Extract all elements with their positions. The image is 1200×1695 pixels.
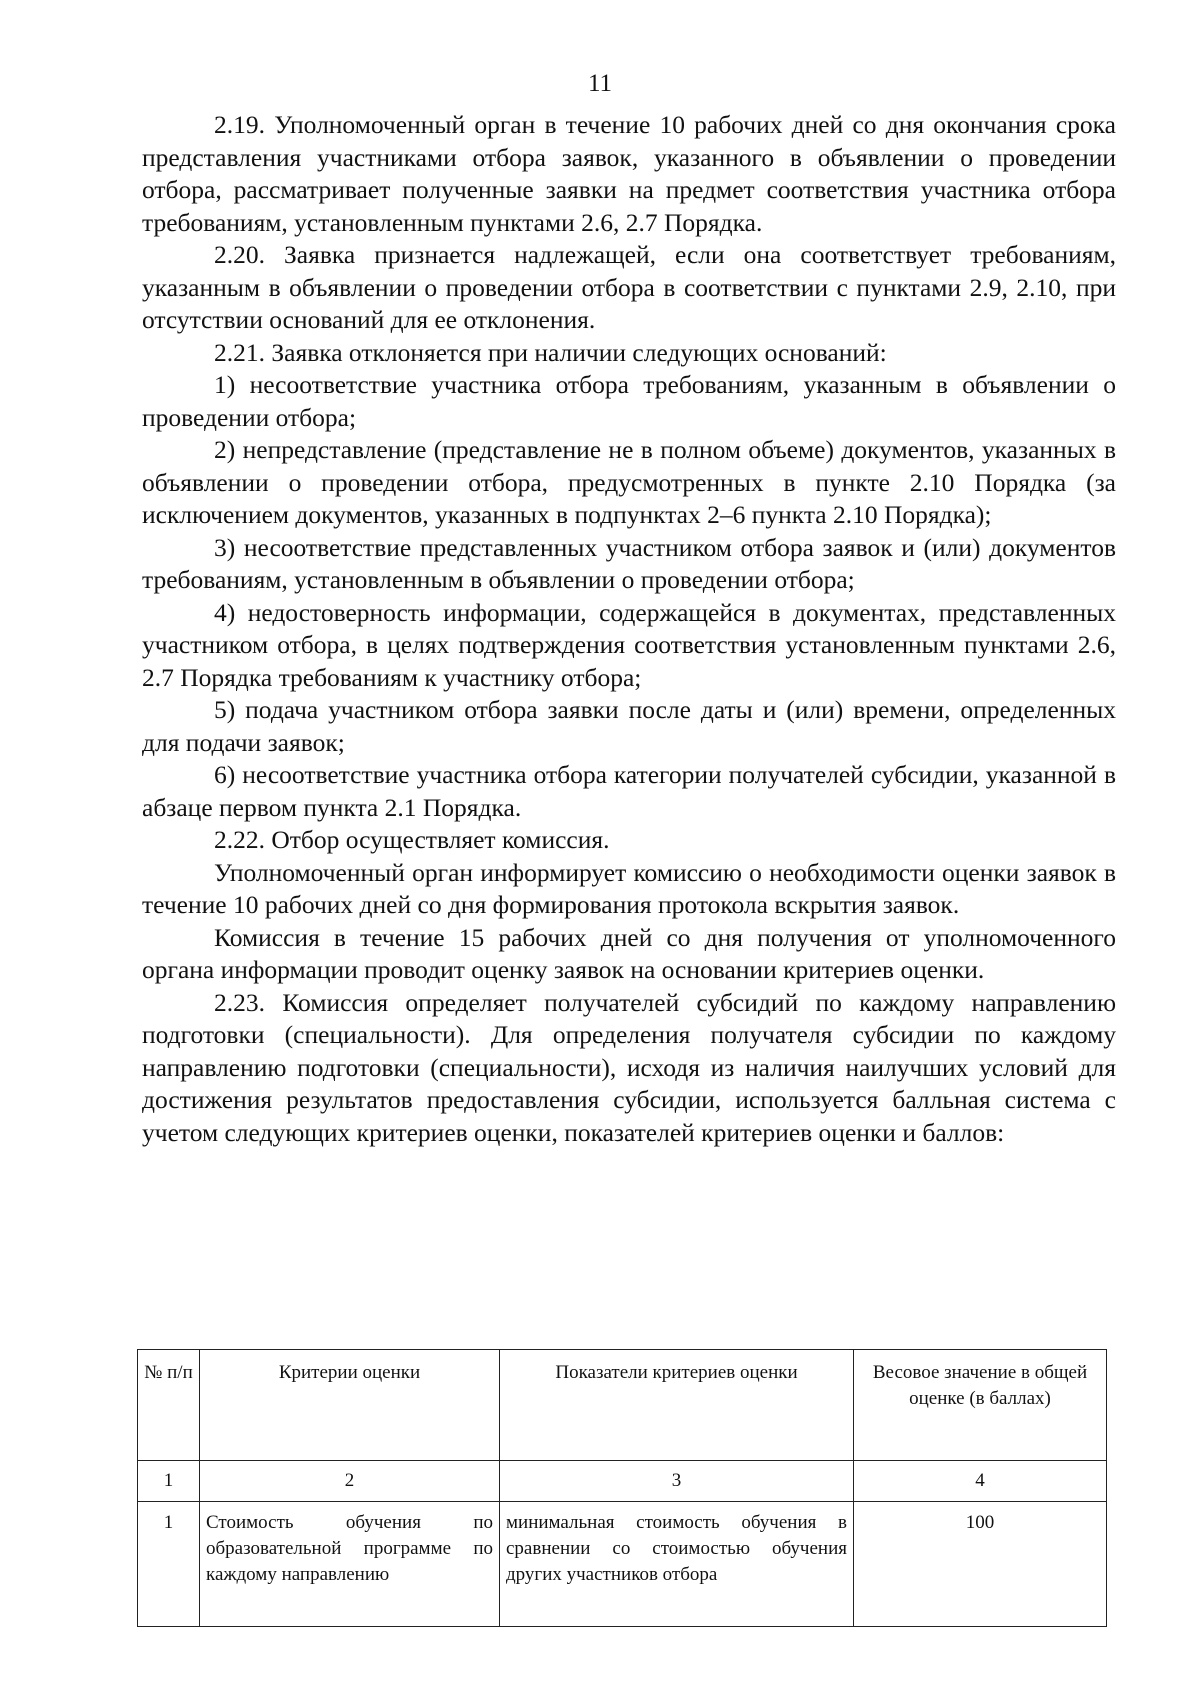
table-header-row — [138, 1350, 1107, 1461]
row-number-cell: 1 — [138, 1502, 200, 1627]
column-number-cell: 2 — [200, 1461, 500, 1502]
paragraph-notify: Уполномоченный орган информирует комиссию о необходимости оценки заявок в течение 10 рабочих дней со дня формирования протокола вскрытия заявок. — [142, 857, 1116, 919]
page-number: 11 — [587, 70, 613, 97]
paragraph-2-22: 2.22. Отбор осуществляет комиссия. — [214, 825, 610, 854]
list-item-1: 1) несоответствие участника отбора требованиям, указанным в объявлении о проведении отбора; — [142, 370, 1116, 432]
weight-cell: 100 — [854, 1502, 1107, 1627]
table-row — [138, 1502, 1107, 1627]
paragraph-commission: Комиссия в течение 15 рабочих дней со дня получения от уполномоченного органа информации проводит оценку заявок на основании критериев оценки. — [142, 922, 1116, 984]
criteria-table — [137, 1349, 1107, 1627]
header-cell-weight: Весовое значение в общей оценке (в баллах) — [854, 1350, 1107, 1461]
list-item-3: 3) несоответствие представленных участником отбора заявок и (или) документов требованиям, установленным в объявлении о проведении отбора; — [142, 532, 1116, 594]
header-cell-number: № п/п — [138, 1350, 200, 1461]
criterion-cell: Стоимость обучения по образовательной программе по каждому направлению — [200, 1502, 500, 1627]
list-item-2: 2) непредставление (представление не в полном объеме) документов, указанных в объявлении о проведении отбора, предусмотренных в пункте 2.10 Порядка (за исключением документов, указанных в подпунктах 2–6 пункта 2.10 Порядка); — [142, 435, 1116, 529]
list-item-5: 5) подача участником отбора заявки после даты и (или) времени, определенных для подачи заявок; — [142, 695, 1116, 757]
header-cell-indicators: Показатели критериев оценки — [500, 1350, 854, 1461]
list-item-6: 6) несоответствие участника отбора категории получателей субсидии, указанной в абзаце первом пункта 2.1 Порядка. — [142, 760, 1116, 822]
paragraph-2-23: 2.23. Комиссия определяет получателей субсидий по каждому направлению подготовки (специальности). Для определения получателя субсидии по каждому направлению подготовки (специальности), исходя из наличия наилучших условий для достижения результатов предоставления субсидии, используется балльная система с учетом следующих критериев оценки, показателей критериев оценки и баллов: — [142, 987, 1116, 1147]
column-number-cell: 3 — [500, 1461, 854, 1502]
indicator-cell: минимальная стоимость обучения в сравнении со стоимостью обучения других участников отбора — [500, 1502, 854, 1627]
paragraph-2-21: 2.21. Заявка отклоняется при наличии следующих оснований: — [214, 337, 887, 367]
column-number-cell: 1 — [138, 1461, 200, 1502]
list-item-4: 4) недостоверность информации, содержащейся в документах, представленных участником отбора, в целях подтверждения соответствия установленным пунктами 2.6, 2.7 Порядка требованиям к участнику отбора; — [142, 597, 1116, 692]
paragraph-2-19: 2.19. Уполномоченный орган в течение 10 рабочих дней со дня окончания срока представления участниками отбора заявок, указанного в объявлении о проведении отбора, рассматривает полученные заявки на предмет соответствия участника отбора требованиям, установленным пунктами 2.6, 2.7 Порядка. — [142, 110, 1116, 237]
header-cell-criteria: Критерии оценки — [200, 1350, 500, 1461]
column-number-row — [138, 1461, 1107, 1502]
paragraph-2-20: 2.20. Заявка признается надлежащей, если она соответствует требованиям, указанным в объявлении о проведении отбора в соответствии с пунктами 2.9, 2.10, при отсутствии оснований для ее отклонения. — [142, 240, 1116, 334]
column-number-cell: 4 — [854, 1461, 1107, 1502]
document-body — [142, 109, 1116, 1149]
